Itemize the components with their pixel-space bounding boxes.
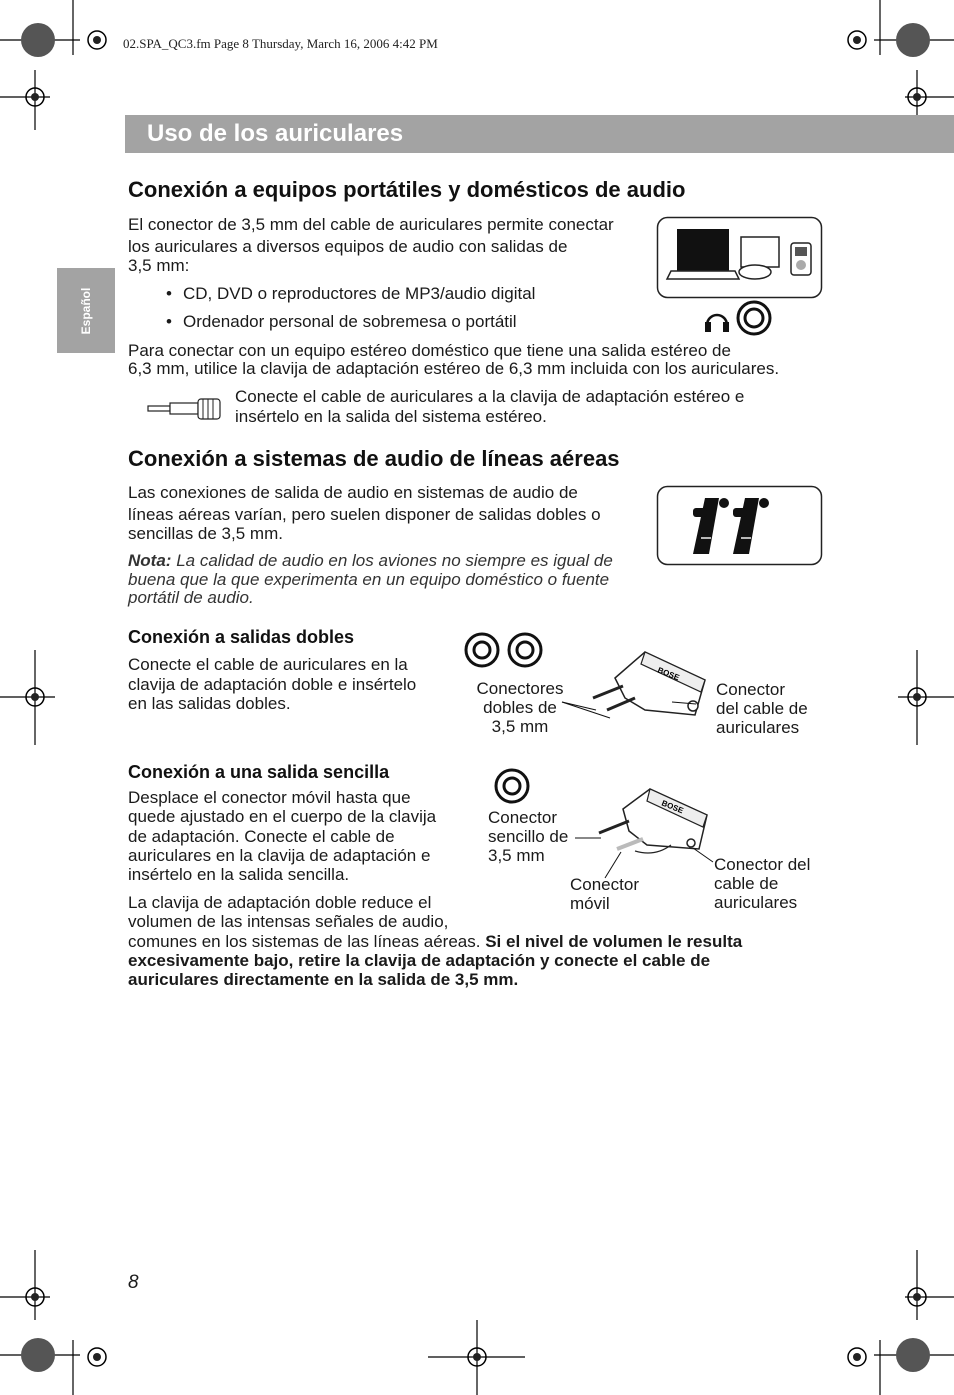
jack-socket-icon <box>736 300 772 336</box>
single-p2-line3-normal: comunes en los sistemas de las líneas aéreas. <box>128 932 481 951</box>
adapter-line1: Conecte el cable de auriculares a la clavija de adaptación estéreo e <box>235 387 745 406</box>
single-p2-line4: excesivamente bajo, retire la clavija de adaptación y conecte el cable de <box>128 951 711 970</box>
label-line: cable de <box>714 874 779 893</box>
airline-intro-line3: sencillas de 3,5 mm. <box>128 524 283 543</box>
label-line: Conector <box>570 875 639 894</box>
airline-intro-line1: Las conexiones de salida de audio en sistemas de audio de <box>128 483 578 502</box>
label-line: del cable de <box>716 699 808 718</box>
single-heading: Conexión a una salida sencilla <box>128 762 390 782</box>
label-line: dobles de <box>483 698 557 717</box>
label-line: móvil <box>570 894 610 913</box>
single-p2-line5: auriculares directamente en la salida de 3,5 mm. <box>128 970 519 989</box>
dual-line1: Conecte el cable de auriculares en la <box>128 655 408 674</box>
dual-adapter-logo: BOSE <box>656 665 681 683</box>
note-line3: portátil de audio. <box>128 588 254 607</box>
section-title: Uso de los auriculares <box>147 120 404 147</box>
cable-connector-label <box>716 680 808 737</box>
single-p2-line2: volumen de las intensas señales de audio, <box>128 912 449 931</box>
dual-label-leader-lines <box>560 690 680 730</box>
single-connector-label <box>488 808 568 865</box>
home-stereo-line1: Para conectar con un equipo estéreo doméstico que tiene una salida estéreo de <box>128 341 731 360</box>
single-p2-line3-bold: Si el nivel de volumen le resulta <box>485 932 743 951</box>
language-tab <box>57 268 115 353</box>
dual-heading: Conexión a salidas dobles <box>128 627 355 647</box>
movable-connector-label <box>570 875 639 913</box>
single-line3: de adaptación. Conecte el cable de <box>128 827 395 846</box>
label-line: auriculares <box>716 718 800 737</box>
label-line: 3,5 mm <box>491 717 549 736</box>
adapter-line2: insértelo en la salida del sistema estéreo. <box>235 407 547 426</box>
bullet-item: • CD, DVD o reproductores de MP3/audio digital <box>183 284 535 304</box>
dual-jack-socket-icon <box>507 632 543 668</box>
headphones-icon <box>703 305 731 333</box>
single-cable-connector-label <box>714 855 810 912</box>
label-line: Conectores <box>476 679 564 698</box>
single-line5: insértelo en la salida sencilla. <box>128 865 350 884</box>
dual-connectors-label <box>472 679 568 736</box>
label-line: Conector del <box>714 855 811 874</box>
dual-line3: en las salidas dobles. <box>128 694 291 713</box>
single-jack-socket-icon <box>494 768 530 804</box>
page-number: 8 <box>128 1272 139 1293</box>
label-line: 3,5 mm <box>488 846 545 865</box>
note-text: La calidad de audio en los aviones no siempre es igual de <box>176 551 613 570</box>
audio-devices-illustration <box>657 217 823 299</box>
label-line: Conector <box>716 680 785 699</box>
language-tab-label: Español <box>79 287 93 334</box>
single-line2: quede ajustado en el cuerpo de la clavija <box>128 807 437 826</box>
note-label: Nota: <box>128 551 172 570</box>
bullet-item: • Ordenador personal de sobremesa o portátil <box>183 312 517 332</box>
dual-jack-socket-icon <box>464 632 500 668</box>
single-p2-line1: La clavija de adaptación doble reduce el <box>128 893 432 912</box>
label-line: Conector <box>488 808 557 827</box>
label-line: sencillo de <box>488 827 569 846</box>
section-title-bar <box>125 115 954 153</box>
label-line: auriculares <box>714 893 798 912</box>
airline-intro-line2: líneas aéreas varían, pero suelen disponer de salidas dobles o <box>128 505 601 524</box>
single-line4: auriculares en la clavija de adaptación e <box>128 846 431 865</box>
single-line1: Desplace el conector móvil hasta que <box>128 788 411 807</box>
file-header: 02.SPA_QC3.fm Page 8 Thursday, March 16, 2006 4:42 PM <box>123 36 438 51</box>
portable-intro-line3: 3,5 mm: <box>128 256 190 275</box>
single-p2-line3 <box>128 932 742 952</box>
airline-heading: Conexión a sistemas de audio de líneas aéreas <box>128 446 620 471</box>
stereo-adapter-plug-icon <box>148 398 222 420</box>
home-stereo-line2: 6,3 mm, utilice la clavija de adaptación estéreo de 6,3 mm incluida con los auriculares. <box>128 359 780 378</box>
portable-intro-line2: los auriculares a diversos equipos de audio con salidas de <box>128 237 568 256</box>
portable-heading: Conexión a equipos portátiles y domésticos de audio <box>128 177 686 202</box>
dual-line2: clavija de adaptación doble e insértelo <box>128 675 417 694</box>
airline-seats-illustration <box>657 486 823 566</box>
single-adapter-logo: BOSE <box>660 798 685 816</box>
portable-intro-line1: El conector de 3,5 mm del cable de auriculares permite conectar <box>128 215 614 234</box>
note-line2: buena que la que experimenta en un equipo doméstico o fuente <box>128 570 610 589</box>
note-line1 <box>128 551 613 571</box>
